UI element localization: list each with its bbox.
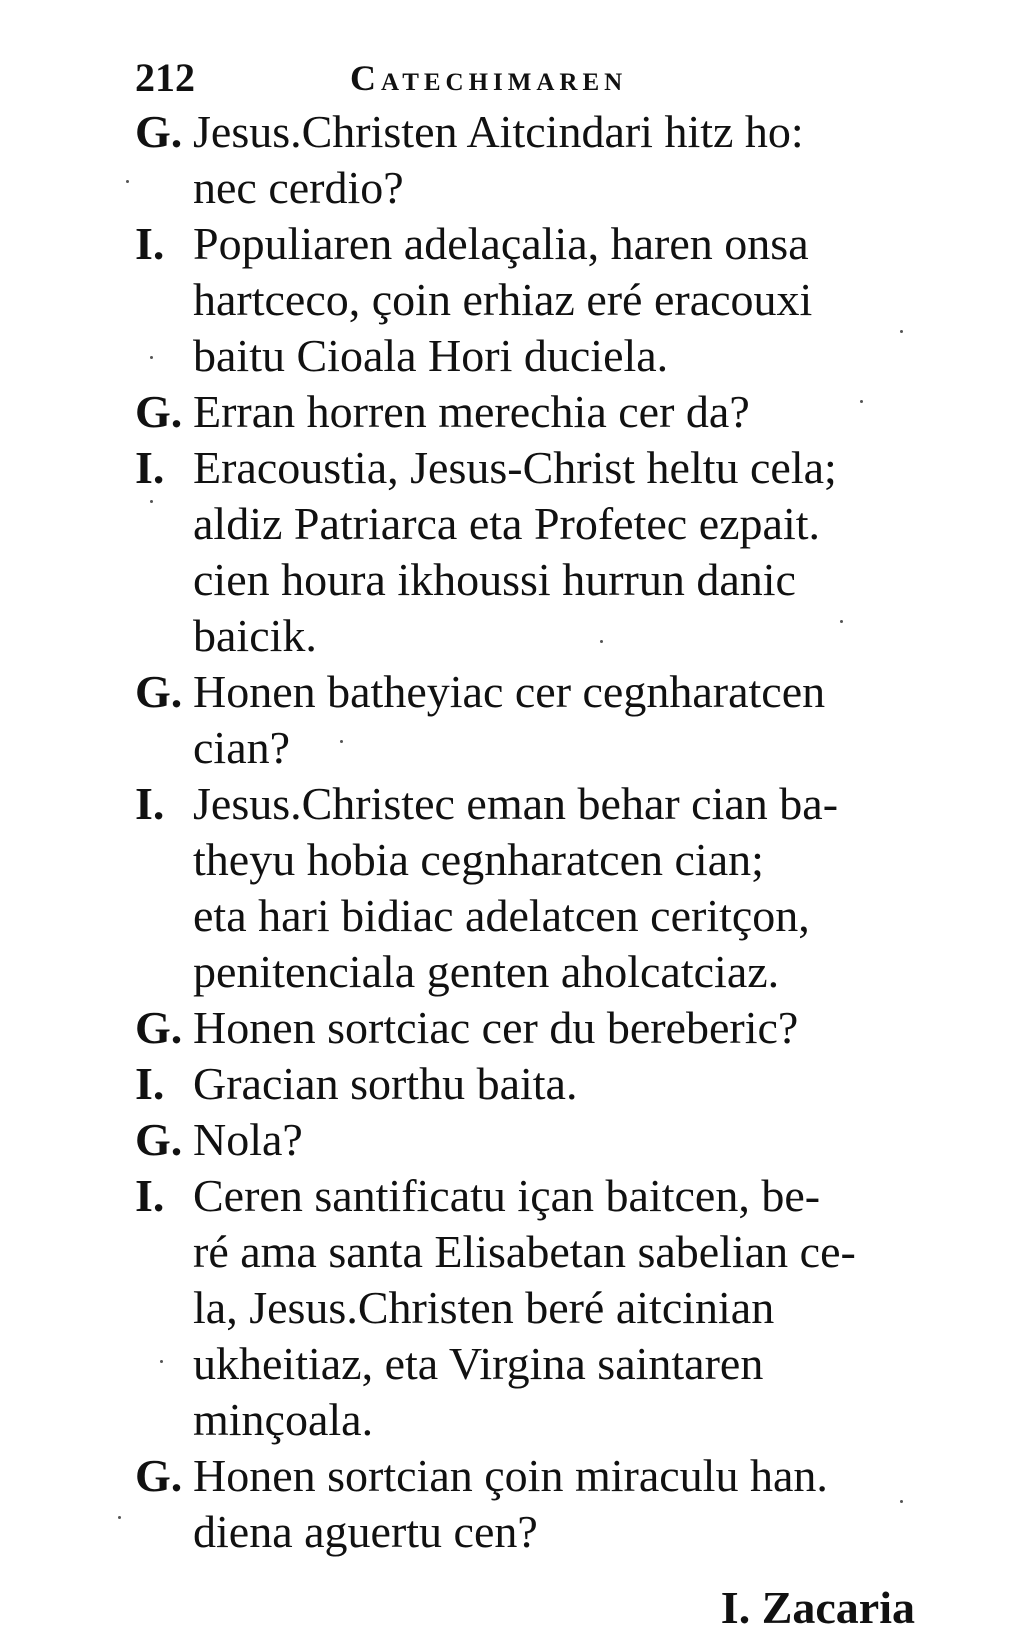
line-text: Ceren santificatu içan baitcen, be- [193,1170,821,1221]
line-text: cien houra ikhoussi hurrun danic [193,554,796,605]
speaker-mark: I. [135,778,165,829]
text-line [135,104,915,160]
dialogue-entry-question [135,664,915,776]
text-line [135,160,915,216]
line-text: Honen sortciac cer du bereberic? [193,1002,799,1053]
text-line [135,1448,915,1504]
text-line [135,552,915,608]
text-line [135,216,915,272]
line-text: eta hari bidiac adelatcen ceritçon, [193,890,810,941]
text-line [135,944,915,1000]
text-line [135,664,915,720]
line-text: Jesus.Christen Aitcindari hitz ho: [193,106,804,157]
dialogue-entry-answer [135,1168,915,1448]
print-speck [160,1360,163,1363]
text-line [135,1392,915,1448]
line-text: Honen sortcian çoin miraculu han. [193,1450,828,1501]
speaker-mark: G. [135,666,183,717]
speaker-mark: G. [135,106,183,157]
line-text: Gracian sorthu baita. [193,1058,578,1109]
text-line [135,608,915,664]
line-text: Populiaren adelaçalia, haren onsa [193,218,809,269]
page-number: 212 [135,55,195,100]
speaker-mark: G. [135,386,183,437]
speaker-mark: I. [135,218,165,269]
line-text: baicik. [193,610,317,661]
running-title: Catechimaren [350,58,628,98]
speaker-mark: G. [135,1114,183,1165]
line-text: ré ama santa Elisabetan sabelian ce- [193,1226,856,1277]
line-text: la, Jesus.Christen beré aitcinian [193,1282,775,1333]
line-text: Honen batheyiac cer cegnharatcen [193,666,826,717]
print-speck [118,1516,121,1519]
dialogue-entry-question [135,1000,915,1056]
text-line [135,272,915,328]
text-line [135,1280,915,1336]
line-text: minçoala. [193,1394,374,1445]
print-speck [340,740,343,743]
dialogue-entry-answer [135,1056,915,1112]
line-text: Jesus.Christec eman behar cian ba- [193,778,839,829]
speaker-mark: I. [135,1170,165,1221]
print-speck [150,356,153,359]
print-speck [126,180,129,183]
text-line [135,384,915,440]
text-line [135,1000,915,1056]
line-text: nec cerdio? [193,162,404,213]
dialogue-entry-question [135,1112,915,1168]
line-text: Nola? [193,1114,303,1165]
dialogue-entry-question [135,104,915,216]
dialogue-entry-question [135,1448,915,1560]
dialogue-entry-answer [135,216,915,384]
speaker-mark: I. [135,442,165,493]
text-line [135,776,915,832]
print-speck [600,640,603,643]
print-speck [860,400,863,403]
catechism-dialogue [135,104,915,1560]
line-text: aldiz Patriarca eta Profetec ezpait. [193,498,821,549]
line-text: baitu Cioala Hori duciela. [193,330,669,381]
text-line [135,440,915,496]
text-line [135,328,915,384]
text-line [135,888,915,944]
print-speck [900,1500,903,1503]
dialogue-entry-answer [135,440,915,664]
text-line [135,720,915,776]
catchword: I. Zacaria [720,1582,915,1633]
text-line [135,1056,915,1112]
speaker-mark: I. [135,1058,165,1109]
line-text: Eracoustia, Jesus-Christ heltu cela; [193,442,837,493]
line-text: theyu hobia cegnharatcen cian; [193,834,764,885]
dialogue-entry-answer [135,776,915,1000]
text-line [135,1504,915,1560]
line-text: cian? [193,722,291,773]
speaker-mark: G. [135,1450,183,1501]
print-speck [900,330,903,333]
text-line [135,1168,915,1224]
print-speck [150,500,153,503]
print-speck [840,620,843,623]
page-header [135,52,775,104]
dialogue-entry-question [135,384,915,440]
speaker-mark: G. [135,1002,183,1053]
line-text: diena aguertu cen? [193,1506,538,1557]
line-text: penitenciala genten aholcatciaz. [193,946,780,997]
line-text: Erran horren merechia cer da? [193,386,750,437]
text-line [135,1224,915,1280]
text-line [135,1336,915,1392]
line-text: hartceco, çoin erhiaz eré eracouxi [193,274,813,325]
text-line [135,1112,915,1168]
text-line [135,832,915,888]
text-line [135,496,915,552]
line-text: ukheitiaz, eta Virgina saintaren [193,1338,764,1389]
